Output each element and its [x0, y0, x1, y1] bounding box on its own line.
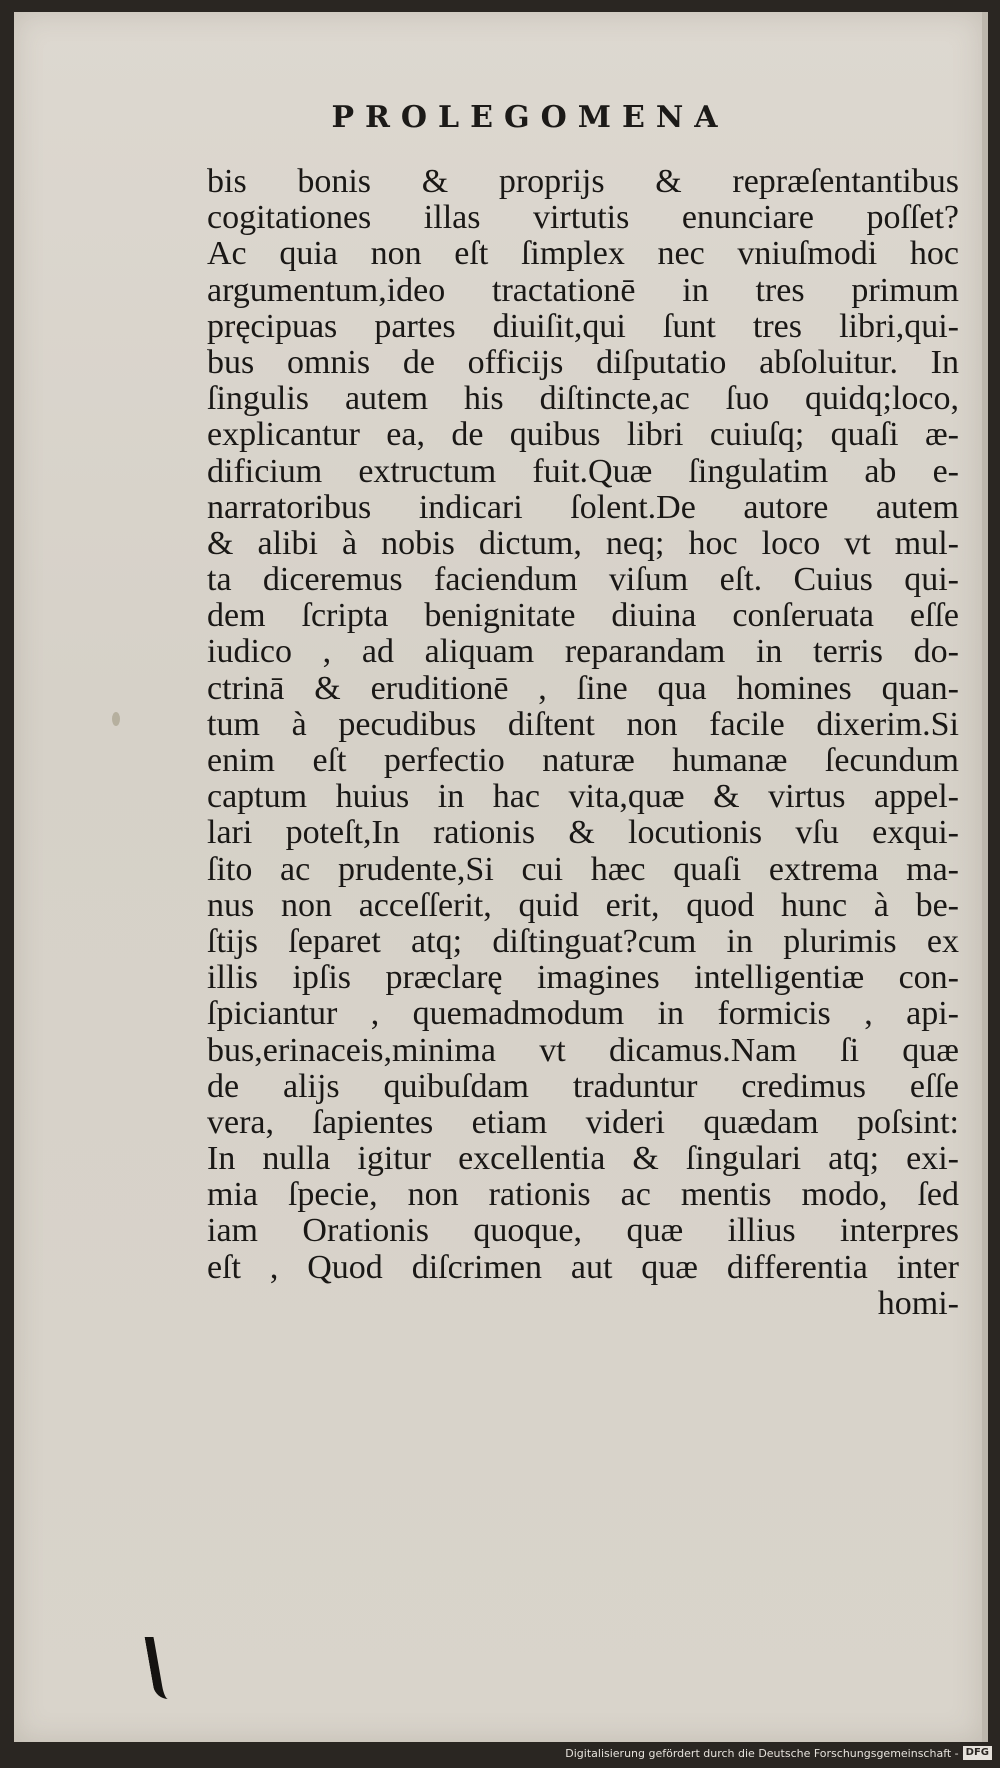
text-line: ſpiciantur , quemadmodum in formicis , api-: [207, 995, 959, 1033]
text-line: enim eſt perfectio naturæ humanæ ſecundum: [207, 742, 959, 779]
text-line: ta diceremus faciendum viſum eſt. Cuius qui-: [207, 561, 959, 599]
text-line: Ac quia non eſt ſimplex nec vniuſmodi hoc: [207, 235, 959, 273]
text-line: illis ipſis præclarę imagines intelligentiæ con-: [207, 959, 959, 997]
digitization-credit: [565, 1744, 992, 1762]
text-line: ctrinā & eruditionē , ſine qua homines quan-: [207, 669, 959, 707]
dfg-logo: DFG: [963, 1746, 992, 1760]
text-line: de alijs quibuſdam traduntur credimus eſſe: [207, 1067, 959, 1105]
text-line: In nulla igitur excellentia & ſingulari atq; exi-: [207, 1140, 959, 1178]
text-line: captum huius in hac vita,quæ & virtus appel-: [207, 778, 959, 816]
ink-mark-icon: [145, 1637, 181, 1699]
text-line: & alibi à nobis dictum, neq; hoc loco vt mul-: [207, 524, 959, 562]
text-line: argumentum,ideo tractationē in tres primum: [207, 271, 959, 309]
text-line: bus omnis de officijs diſputatio abſoluitur. In: [207, 343, 959, 381]
text-line: eſt , Quod diſcrimen aut quæ differentia inter: [207, 1248, 959, 1286]
credit-text: Digitalisierung gefördert durch die Deutsche Forschungsgemeinschaft -: [565, 1746, 959, 1760]
text-line: tum à pecudibus diſtent non facile dixerim.Si: [207, 705, 959, 743]
text-line: ſtijs ſeparet atq; diſtinguat?cum in plurimis ex: [207, 922, 959, 960]
paper-stain: [112, 712, 120, 726]
running-head: PROLEGOMENA: [331, 100, 729, 135]
text-line: ſito ac prudente,Si cui hæc quaſi extrema ma-: [207, 850, 959, 888]
text-line: dificium extructum fuit.Quæ ſingulatim ab e-: [207, 452, 959, 490]
text-line: iudico , ad aliquam reparandam in terris do-: [207, 633, 959, 671]
book-page: [14, 12, 988, 1742]
text-line: lari poteſt,In rationis & locutionis vſu exqui-: [207, 814, 959, 852]
text-line: pręcipuas partes diuiſit,qui ſunt tres libri,qui-: [207, 307, 959, 345]
catchword: homi-: [877, 1284, 959, 1322]
text-line: ſingulis autem his diſtincte,ac ſuo quidq;loco,: [207, 380, 959, 418]
text-line: bis bonis & proprijs & repræſentantibus: [207, 163, 959, 200]
body-text: [207, 164, 959, 1322]
text-line: dem ſcripta benignitate diuina conſeruata eſſe: [207, 597, 959, 635]
text-line: nus non acceſſerit, quid erit, quod hunc à be-: [207, 886, 959, 924]
text-line: narratoribus indicari ſolent.De autore autem: [207, 488, 959, 526]
text-line: explicantur ea, de quibus libri cuiuſq; quaſi æ-: [207, 416, 959, 454]
text-line: bus,erinaceis,minima vt dicamus.Nam ſi quæ: [207, 1031, 959, 1069]
text-line: cogitationes illas virtutis enunciare poſſet?: [207, 199, 959, 237]
text-line: mia ſpecie, non rationis ac mentis modo, ſed: [207, 1176, 959, 1214]
text-line: iam Orationis quoque, quæ illius interpres: [207, 1212, 959, 1250]
text-line: vera, ſapientes etiam videri quædam poſsint:: [207, 1103, 959, 1141]
